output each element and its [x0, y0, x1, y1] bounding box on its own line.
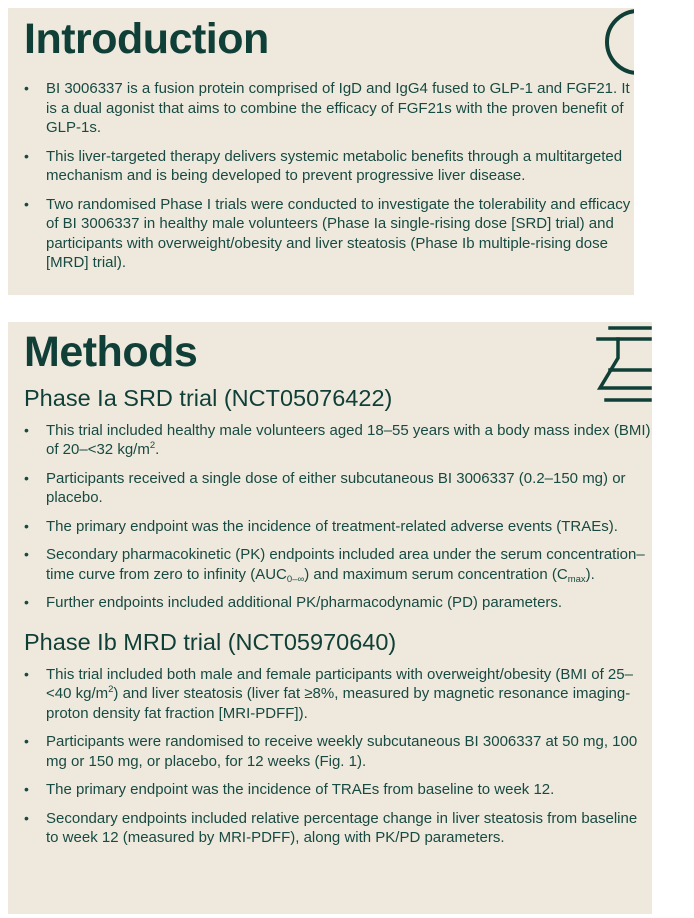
list-item: • Further endpoints included additional PK/pharmacodynamic (PD) parameters. — [24, 594, 563, 612]
list-item: • The primary endpoint was the incidence of treatment-related adverse events (TRAEs). — [24, 517, 618, 535]
introduction-section — [8, 8, 634, 295]
list-item: • This liver-targeted therapy delivers systemic metabolic benefits through a multitargeted mechanism and is being developed to prevent progressive liver disease. — [24, 147, 623, 184]
list-item: • This trial included both male and female participants with overweight/obesity (BMI of 25–<40 $kg/m^2$) and liver steatosis (liver fat ≥8%, measured by magnetic resonance imaging-proton density fat fraction [MRI-PDFF]). — [24, 665, 633, 722]
srd-trial-heading: Phase Ia SRD trial (NCT05076422) — [24, 385, 393, 411]
circle-number-icon — [600, 8, 634, 78]
methods-title: Methods — [24, 328, 198, 376]
introduction-title: Introduction — [24, 15, 269, 63]
mrd-trial-heading: Phase Ib MRD trial (NCT05970640) — [24, 628, 397, 655]
mrd-trial-list — [24, 665, 652, 848]
methods-section — [8, 322, 652, 914]
list-item: • Participants received a single dose of either subcutaneous BI 3006337 (0.2–150 mg) or placebo. — [24, 469, 626, 507]
list-item: • Two randomised Phase I trials were conducted to investigate the tolerability and efficacy of BI 3006337 in healthy male volunteers (Phase Ia single-rising dose [SRD] trial) and participants with overweight/obesity and liver steatosis (Phase Ib multiple-rising dose [MRD] trial). — [24, 195, 631, 271]
list-item: • This trial included healthy male volunteers aged 18–55 years with a body mass index (BMI) of 20–<32 $kg/m^2$. — [24, 421, 651, 459]
list-item: • BI 3006337 is a fusion protein comprised of IgD and IgG4 fused to GLP-1 and FGF21. It is a dual agonist that aims to combine the efficacy of FGF21s with the proven benefit of GLP-1s. — [24, 80, 630, 136]
srd-trial-list — [24, 421, 652, 613]
list-item: • Participants were randomised to receive weekly subcutaneous BI 3006337 at 50 mg, 100 mg or 150 mg, or placebo, for 12 weeks (Fig. 1). — [24, 733, 638, 770]
flask-icon — [596, 324, 652, 402]
list-item: • Secondary pharmacokinetic (PK) endpoints included area under the serum concentration–time curve from zero to infinity $(AUC_{0-\infty})$ and maximum serum concentration $(C_{max})$. — [24, 546, 645, 585]
list-item: • Secondary endpoints included relative percentage change in liver steatosis from baseline to week 12 (measured by MRI-PDFF), along with PK/PD parameters. — [24, 809, 638, 847]
list-item: • The primary endpoint was the incidence of TRAEs from baseline to week 12. — [24, 781, 555, 799]
introduction-list — [24, 79, 634, 273]
